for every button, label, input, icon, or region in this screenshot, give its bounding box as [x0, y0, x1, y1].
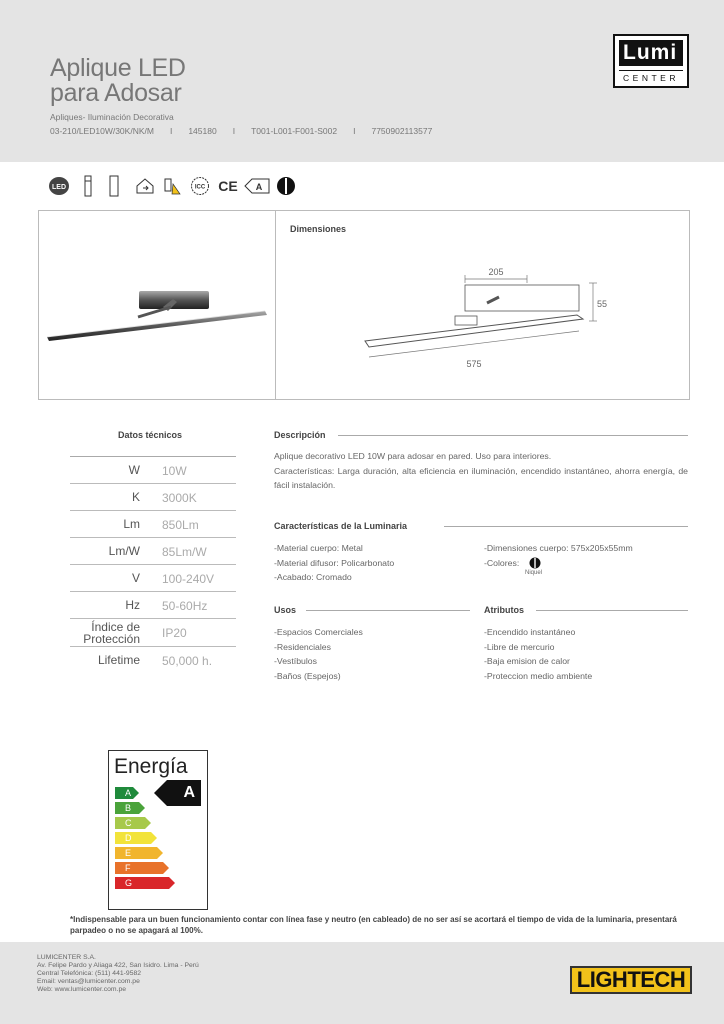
usos-item: -Baños (Espejos) — [274, 670, 341, 681]
product-category: Apliques- Iluminación Decorativa — [50, 112, 174, 122]
atributos-rule — [536, 610, 688, 611]
spec-value: 100-240V — [162, 572, 215, 586]
energy-class-a: A — [115, 787, 133, 799]
company-name: LUMICENTER S.A. — [37, 954, 96, 961]
svg-text:A: A — [255, 182, 263, 192]
atributos-list — [484, 625, 592, 683]
company-address — [37, 954, 199, 994]
email-line: Email: ventas@lumicenter.com.pe — [37, 978, 140, 985]
tech-row — [70, 457, 236, 484]
energy-class-f: F — [115, 862, 163, 874]
separator: I — [169, 126, 173, 136]
usos-rule — [306, 610, 470, 611]
spec-value: 10W — [162, 464, 187, 478]
atributo-item: -Encendido instantáneo — [484, 627, 576, 637]
usos-item: -Espacios Comerciales — [274, 627, 363, 637]
page-title — [50, 56, 186, 106]
description-text — [274, 449, 688, 493]
energy-class-c: C — [115, 817, 145, 829]
energy-class-e: E — [115, 847, 157, 859]
energy-class-icon — [244, 176, 270, 196]
feature-item: -Material cuerpo: Metal — [274, 543, 363, 553]
dimensions-drawing — [359, 261, 639, 381]
feature-item: -Dimensiones cuerpo: 575x205x55mm — [484, 543, 633, 553]
atributo-item: -Libre de mercurio — [484, 641, 555, 652]
product-photo — [43, 271, 273, 351]
energy-class-g: G — [115, 877, 169, 889]
svg-text:ICC: ICC — [194, 184, 206, 191]
product-barcode: 7750902113577 — [371, 126, 433, 136]
features-title: Características de la Luminaria — [274, 521, 408, 531]
atributos-title: Atributos — [484, 605, 524, 615]
tech-row — [70, 647, 236, 674]
atributo-item: -Proteccion medio ambiente — [484, 670, 593, 681]
spec-key: Lifetime — [97, 653, 140, 667]
spec-key: K — [131, 490, 140, 504]
certification-icons — [48, 176, 308, 198]
usos-item: -Residenciales — [274, 641, 331, 652]
tech-row — [70, 484, 236, 511]
spec-value: 50-60Hz — [162, 599, 208, 613]
logo-top-text: Lumi — [619, 40, 683, 66]
spec-key: Lm/W — [108, 544, 140, 558]
web-line: Web: www.lumicenter.com.pe — [37, 986, 127, 993]
usos-item: -Vestíbulos — [274, 656, 317, 666]
product-image-box — [38, 210, 690, 400]
title-line-1: Aplique LED — [50, 54, 186, 82]
installation-note: *Indispensable para un buen funcionamiento contar con línea fase y neutro (en cableado) de no ser así se acortará el tiempo de vida de la luminaria, presentará parpadeo o no se apagará al 100%. — [70, 915, 677, 935]
product-sku: 03-210/LED10W/30K/NK/M — [50, 126, 154, 136]
dim-length: 575 — [466, 359, 482, 369]
dim-height: 55 — [597, 299, 608, 309]
tech-row — [70, 565, 236, 592]
lightech-logo: LIGHTECH — [570, 966, 692, 994]
feature-item: -Acabado: Cromado — [274, 572, 352, 582]
spec-value: IP20 — [162, 626, 187, 640]
lumicenter-logo — [613, 34, 689, 88]
energy-class-b: B — [115, 802, 139, 814]
wall-mount-icon — [82, 176, 94, 196]
product-code: 145180 — [188, 126, 217, 136]
tech-row — [70, 619, 236, 647]
energy-rating-arrow: A — [167, 780, 201, 806]
description-title: Descripción — [274, 430, 326, 440]
logo-bottom-text: CENTER — [619, 70, 683, 84]
spec-value: 3000K — [162, 491, 197, 505]
product-codes — [50, 126, 432, 136]
spec-key: V — [131, 571, 140, 585]
color-name: Niquel — [525, 570, 543, 576]
energy-label — [108, 750, 208, 910]
energy-class-d: D — [115, 832, 151, 844]
energy-title: Energía — [114, 755, 188, 778]
usos-list — [274, 625, 363, 683]
header-band — [0, 0, 724, 162]
features-left — [274, 541, 394, 585]
title-line-2: para Adosar — [50, 79, 182, 107]
address-line: Av. Felipe Pardo y Aliaga 422, San Isidro. Lima - Perú — [37, 962, 199, 969]
description-line: Aplique decorativo LED 10W para adosar en pared. Uso para interiores. — [274, 451, 552, 461]
description-rule — [338, 435, 688, 436]
fixture-outline-icon — [108, 176, 120, 196]
led-icon — [48, 176, 70, 196]
indoor-use-icon — [134, 176, 156, 196]
description-line: Características: Larga duración, alta eficiencia en iluminación, encendido instantáneo, ahorra energía, de fácil instalación. — [274, 465, 688, 490]
spec-value: 85Lm/W — [162, 545, 207, 559]
spec-key: Lm — [123, 517, 140, 531]
spec-key: Índice de Protección — [83, 620, 140, 646]
usos-title: Usos — [274, 605, 297, 615]
tech-row — [70, 592, 236, 619]
atributo-item: -Baja emision de calor — [484, 656, 570, 666]
features-rule — [444, 526, 688, 527]
tech-data-title: Datos técnicos — [118, 430, 183, 440]
instant-on-icon — [162, 176, 182, 196]
footer-band — [0, 942, 724, 1024]
features-right — [484, 541, 633, 570]
spec-value: 50,000 h. — [162, 654, 213, 668]
svg-text:LED: LED — [52, 184, 66, 191]
icc-icon — [190, 176, 210, 196]
dim-width: 205 — [488, 267, 504, 277]
separator: I — [353, 126, 356, 136]
spec-value: 850Lm — [162, 518, 199, 532]
tech-row — [70, 538, 236, 565]
spec-key: Hz — [125, 598, 140, 612]
dimensions-title: Dimensiones — [290, 224, 347, 234]
phone-line: Central Telefónica: (511) 441-9582 — [37, 970, 142, 977]
color-finish-icon — [276, 176, 296, 196]
product-classification: T001-L001-F001-S002 — [251, 126, 338, 136]
separator: I — [232, 126, 236, 136]
feature-item: -Colores: — [484, 557, 520, 568]
spec-key: W — [128, 463, 140, 477]
feature-item: -Material difusor: Policarbonato — [274, 557, 395, 568]
box-divider — [275, 211, 276, 399]
tech-row — [70, 511, 236, 538]
ce-mark-icon: CE — [218, 178, 238, 194]
